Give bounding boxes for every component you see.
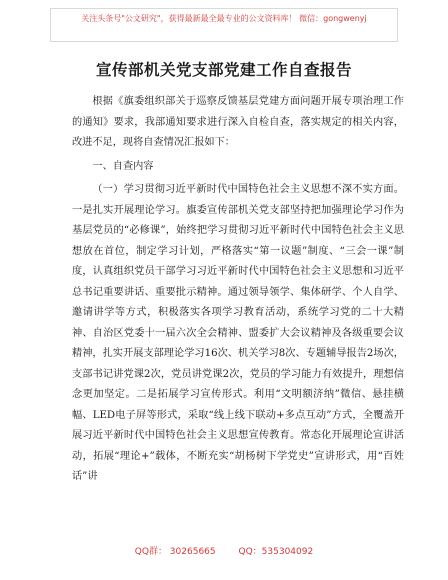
footer-qq: QQ：535304092 <box>238 547 314 557</box>
footer-contacts <box>0 544 448 557</box>
banner-text: 关注头条号"公文研究"，获得最新最全最专业的公文资料库！ 微信：gongwenyj <box>81 14 367 23</box>
paragraph-intro: 根据《旗委组织部关于巡察反馈基层党建方面问题开展专项治理工作的通知》要求，我部通知要求进行深入自检自查，落实规定的相关内容，改进不足，现将自查情况汇报如下： <box>72 96 404 148</box>
footer-qq-group: QQ群： 30265665 <box>134 547 216 557</box>
document-body <box>72 92 404 488</box>
section-heading: 一、自查内容 <box>92 160 154 172</box>
header-banner <box>50 8 398 42</box>
document-title: 宣传部机关党支部党建工作自查报告 <box>95 60 352 79</box>
paragraph-body: （一）学习贯彻习近平新时代中国特色社会主义思想不深不实方面。一是扎实开展理论学习。旗委宣传部机关党支部坚持把加强理论学习作为基层党员的“必修课”，始终把学习贯彻习近平新时代中国特色社会主义思想放在首位，制定学习计划，严格落实“第一议题”制度、“三会一课”制度，认真组织党员干部学习习近平新时代中国特色社会主义思想和习近平总书记重要讲话、重要批示精神。通过领导领学、集体研学、个人自学、邀请讲学等方式，积极落实各项学习教育活动，系统学习党的二十大精神、自治区党委十一届六次全会精神、盟委扩大会议精神及各级重要会议精神，扎实开展支部理论学习16次、机关学习8次、专题辅导报告2场次，支部书记讲党课2次，党员讲党课2次，党员的学习能力有效提升，理想信念更加坚定。二是拓展学习宣传形式。利用“文明额济纳”微信、悬挂横幅、LED电子屏等形式，采取“线上线下联动+多点互动”方式，全覆盖开展习近平新时代中国特色社会主义思想宣传教育。常态化开展理论宣讲活动，拓展“理论+”载体，不断充实“胡杨树下学党史”宣讲形式，用“百姓话”讲 <box>72 184 404 482</box>
